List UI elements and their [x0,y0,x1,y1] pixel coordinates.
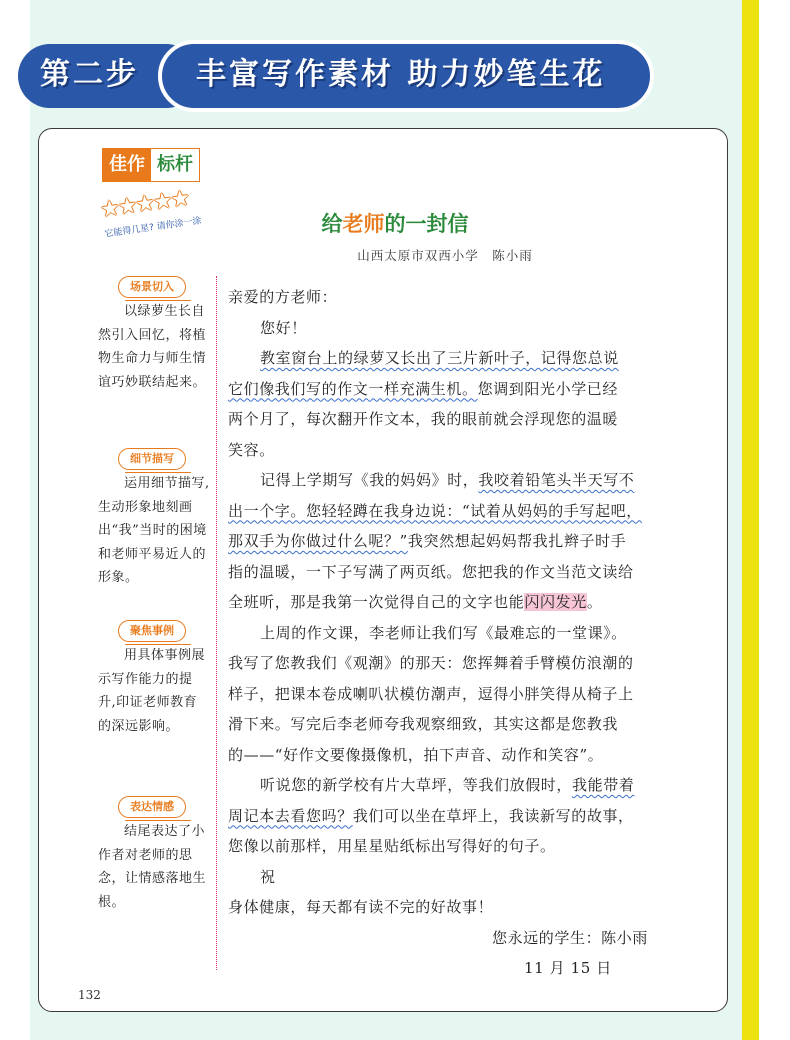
badge-part-2: 标杆 [157,154,193,175]
letter-line [228,742,603,768]
letter-line [228,589,602,615]
letter-line [228,894,493,920]
letter-line [228,345,619,371]
letter-text: 样子，把课本卷成喇叭状模仿潮声，逗得小胖笑得从椅子上 [228,684,634,703]
page-number: 132 [78,988,101,1002]
star-icon[interactable]: ★ [151,188,173,216]
letter-line [228,315,307,341]
letter-line [228,711,618,737]
letter-line [228,803,634,829]
note-text-emotion: 结尾表达了小作者对老师的思念，让情感落地生根。 [98,824,207,910]
rating-caption: 它能得几星? 请你涂一涂 [103,216,203,240]
highlighted-phrase: 闪闪发光 [524,593,587,611]
letter-line [228,559,634,585]
letter-title: 给老师的一封信 [321,212,469,236]
badge-part-1: 佳作 [103,149,151,181]
section-title: 丰富写作素材 助力妙笔生花 [196,57,606,92]
letter-line [228,528,626,554]
letter-text: 听说您的新学校有片大草坪，等我们放假时， [260,776,573,794]
note-tag-example: 聚焦事例 [118,620,186,642]
note-text-example: 用具体事例展示写作能力的提升,印证老师教育的深远影响。 [98,648,206,734]
letter-text: 的——“好作文要像摄像机，拍下声音、动作和笑容”。 [228,745,604,764]
letter-text: 祝 [260,867,276,886]
letter-line [228,376,618,402]
star-icon[interactable]: ★ [168,185,190,214]
note-tag-scene: 场景切入 [118,276,186,298]
letter-line [228,681,634,707]
underlined-phrase: 它们像我们写的作文一样充满生机。 [228,379,478,398]
edge-color-bar [742,0,759,1040]
star-icon[interactable]: ★ [133,190,155,219]
letter-text: 11 月 15 日 [524,959,612,977]
note-tag-emotion: 表达情感 [118,796,186,818]
underlined-phrase: 出一个字。您轻轻蹲在我身边说：“试着从妈妈的手写起吧， [228,501,642,520]
letter-text: 我突然想起妈妈帮我扎辫子时手 [407,532,627,550]
letter-text: 上周的作文课，李老师让我们写《最难忘的一堂课》。 [260,623,627,642]
letter-text: 您像以前那样，用星星贴纸标出写得好的句子。 [228,837,556,855]
letter-text: 两个月了，每次翻开作文本，我的眼前就会浮现您的温暖 [228,410,619,428]
letter-text: 您调到阳光小学已经 [477,379,619,398]
letter-text: 您好！ [260,318,307,337]
letter-text: 我写了您教我们《观潮》的那天：您挥舞着手臂模仿浪潮的 [228,654,634,672]
letter-text: 身体健康，每天都有读不完的好故事！ [228,898,494,916]
letter-line [228,498,642,524]
note-tag-detail: 细节描写 [118,448,186,470]
letter-text: 滑下来。写完后李老师夸我观察细致，其实这都是您教我 [228,715,619,733]
letter-text: 指的温暖，一下子写满了两页纸。您把我的作文当范文读给 [228,562,634,581]
model-essay-badge [102,148,200,182]
column-divider [216,276,217,970]
letter-text: 。 [586,593,603,611]
letter-line [228,284,337,310]
letter-text: 记得上学期写《我的妈妈》时， [260,471,479,489]
letter-text: 我们可以坐在草坪上，我读新写的故事， [352,806,634,825]
underlined-phrase: 我咬着铅笔头半天写不 [478,471,635,489]
underlined-phrase: 那双手为你做过什么呢？” [228,532,408,550]
letter-line [524,955,612,981]
letter-text: 您永远的学生：陈小雨 [491,928,648,947]
letter-line [228,772,634,798]
note-text-scene: 以绿萝生长自然引入回忆，将植物生命力与师生情谊巧妙联结起来。 [98,304,207,390]
author-byline: 山西太原市双西小学 陈小雨 [357,248,533,263]
step-label: 第二步 [40,57,139,92]
underlined-phrase: 教室窗台上的绿萝又长出了三片新叶子，记得您总说 [260,349,619,367]
star-icon[interactable]: ★ [98,195,120,224]
letter-line [228,620,627,646]
underlined-phrase: 周记本去看您吗？ [228,806,353,825]
letter-line [228,864,276,890]
letter-line [228,406,618,432]
letter-line [228,467,634,493]
letter-line [492,925,648,951]
star-icon[interactable]: ★ [116,193,138,221]
underlined-phrase: 我能带着 [572,776,635,794]
letter-line [228,437,275,463]
letter-text: 亲爱的方老师： [228,288,338,306]
letter-line [228,650,634,676]
title-highlight: 老师 [342,212,385,236]
letter-line [228,833,556,859]
note-text-detail: 运用细节描写,生动形象地刻画出“我”当时的困境和老师平易近人的形象。 [98,476,210,585]
letter-text: 全班听，那是我第一次觉得自己的文字也能 [228,593,525,611]
letter-text: 笑容。 [228,440,275,459]
